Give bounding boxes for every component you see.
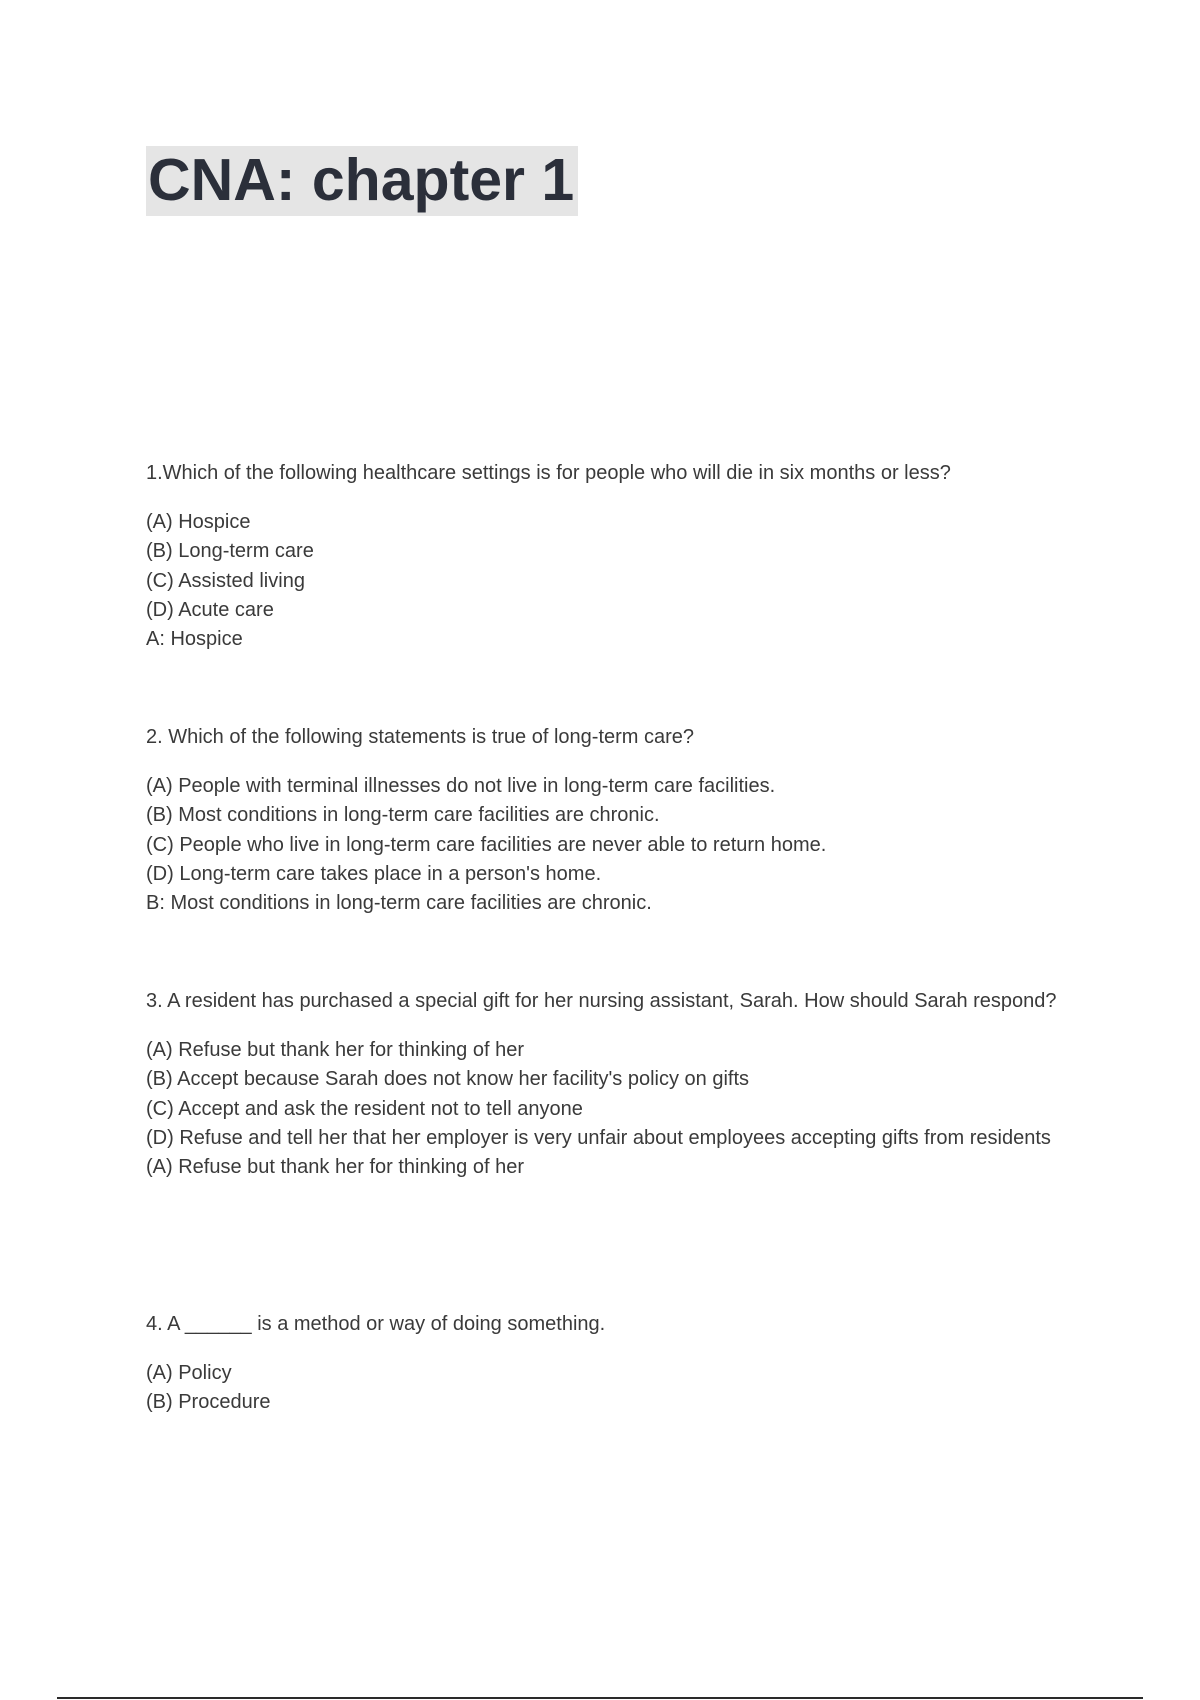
option-c: (C) Assisted living xyxy=(146,569,305,592)
option-b: (B) Accept because Sarah does not know her facility's policy on gifts xyxy=(146,1068,750,1091)
option-a: (A) Hospice xyxy=(146,511,251,533)
question-text: 2. Which of the following statements is true of long-term care? xyxy=(146,726,695,748)
option-c: (C) Accept and ask the resident not to tell anyone xyxy=(146,1097,583,1120)
option-list xyxy=(146,508,1066,625)
question-4 xyxy=(146,1310,1066,1418)
option-d: (D) Acute care xyxy=(146,598,274,621)
option-d: (D) Long-term care takes place in a person's home. xyxy=(146,862,602,885)
option-list xyxy=(146,1359,1066,1418)
option-b: (B) Most conditions in long-term care facilities are chronic. xyxy=(146,804,660,827)
answer-text: B: Most conditions in long-term care facilities are chronic. xyxy=(146,892,652,915)
option-a: (A) Refuse but thank her for thinking of her xyxy=(146,1039,524,1061)
answer-text: A: Hospice xyxy=(146,628,243,651)
question-text: 1.Which of the following healthcare settings is for people who will die in six months or less? xyxy=(146,462,951,484)
page-title: CNA: chapter 1 xyxy=(146,146,578,216)
option-c: (C) People who live in long-term care facilities are never able to return home. xyxy=(146,833,827,856)
option-b: (B) Procedure xyxy=(146,1391,271,1414)
option-list xyxy=(146,1036,1066,1153)
question-text: 4. A ______ is a method or way of doing something. xyxy=(146,1313,606,1335)
question-2 xyxy=(146,723,1066,918)
option-b: (B) Long-term care xyxy=(146,540,314,563)
option-d: (D) Refuse and tell her that her employer is very unfair about employees accepting gifts from residents xyxy=(146,1126,1051,1149)
question-text: 3. A resident has purchased a special gift for her nursing assistant, Sarah. How should Sarah respond? xyxy=(146,990,1057,1012)
option-list xyxy=(146,772,1066,889)
answer-text: (A) Refuse but thank her for thinking of her xyxy=(146,1156,524,1179)
footer-divider xyxy=(57,1697,1143,1699)
question-3 xyxy=(146,987,1066,1182)
option-a: (A) People with terminal illnesses do not live in long-term care facilities. xyxy=(146,775,776,797)
question-1 xyxy=(146,459,1066,654)
option-a: (A) Policy xyxy=(146,1362,232,1384)
